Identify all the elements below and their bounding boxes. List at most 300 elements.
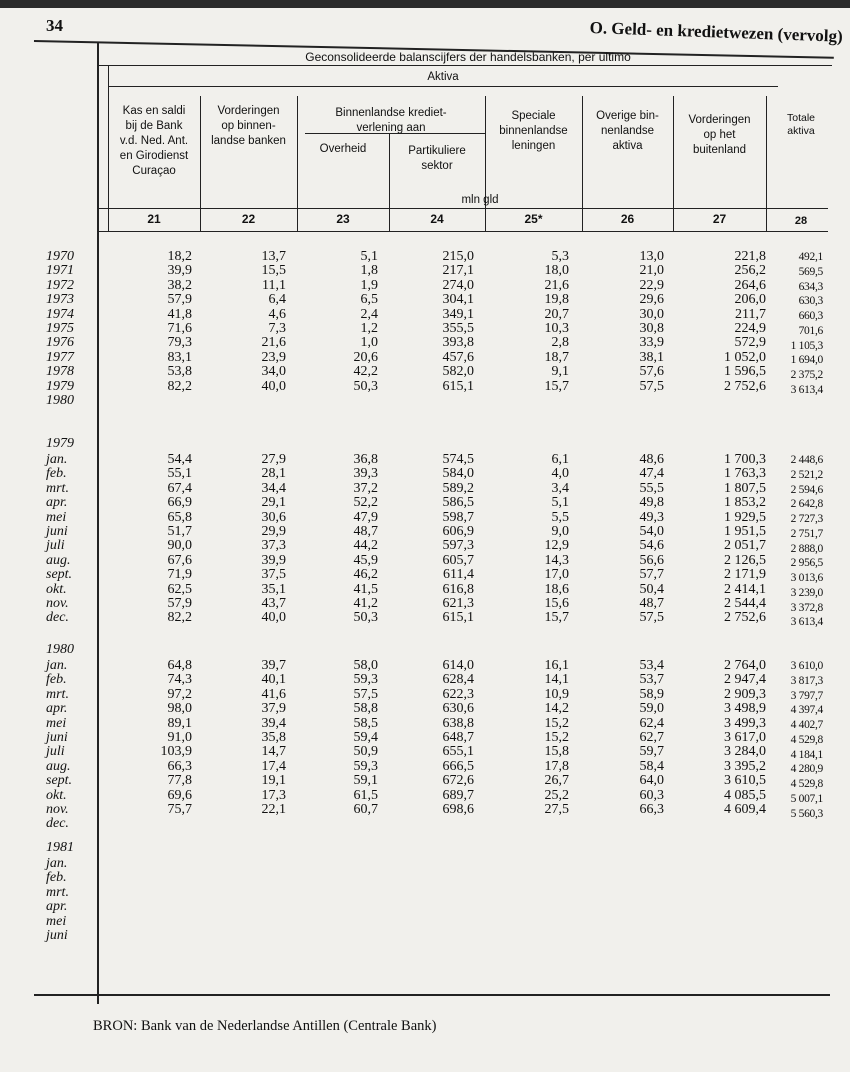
table-cell: 59,1 <box>353 773 378 789</box>
table-cell: 57,6 <box>639 364 664 380</box>
table-cell: 39,4 <box>261 715 286 731</box>
table-cell: 17,0 <box>544 567 569 583</box>
table-cell: 61,5 <box>353 787 378 803</box>
table-cell: 57,5 <box>639 378 664 394</box>
table-cell: 57,9 <box>167 292 192 308</box>
table-cell: 304,1 <box>442 292 474 308</box>
table-cell: 28,1 <box>261 466 286 482</box>
unit-label: mln gld <box>461 194 499 206</box>
table-cell: 53,8 <box>167 364 192 380</box>
table-cell: 4 184,1 <box>790 748 823 761</box>
page-number: 34 <box>46 16 63 35</box>
colnum-24: 24 <box>430 212 444 226</box>
table-cell: 274,0 <box>442 277 474 293</box>
table-cell: 55,1 <box>167 466 192 482</box>
group-heading: 1980 <box>46 642 74 657</box>
table-cell: 38,1 <box>639 349 664 365</box>
table-cell: 2 544,4 <box>724 596 766 611</box>
table-cell: 1 700,3 <box>724 452 766 467</box>
group-heading: 1979 <box>46 436 74 451</box>
row-label: mrt. <box>46 884 69 900</box>
table-cell: 38,2 <box>167 277 192 293</box>
table-cell: 3 617,0 <box>724 730 766 745</box>
table-cell: 40,0 <box>261 378 286 394</box>
table-cell: 39,9 <box>167 263 192 279</box>
table-cell: 586,5 <box>442 495 474 511</box>
table-cell: 60,7 <box>353 802 378 817</box>
table-cell: 69,6 <box>167 787 192 803</box>
table-cell: 9,0 <box>551 524 569 539</box>
row-label: 1977 <box>46 349 74 365</box>
table-cell: 62,7 <box>639 730 664 745</box>
table-cell: 59,4 <box>353 730 378 745</box>
table-cell: 2 752,6 <box>724 378 766 394</box>
table-cell: 65,8 <box>167 509 192 525</box>
table-cell: 5 560,3 <box>790 807 823 820</box>
table-cell: 15,5 <box>261 263 286 279</box>
table-cell: 53,4 <box>639 658 664 673</box>
table-cell: 49,3 <box>639 509 664 525</box>
table-cell: 59,7 <box>639 744 664 760</box>
row-label: mrt. <box>46 686 69 702</box>
table-cell: 43,7 <box>261 596 286 611</box>
table-cell: 2 448,6 <box>790 454 823 466</box>
table-cell: 41,6 <box>261 686 286 702</box>
table-cell: 12,9 <box>544 538 569 554</box>
table-cell: 37,5 <box>261 567 286 583</box>
table-cell: 29,1 <box>261 495 286 511</box>
table-cell: 1 052,0 <box>724 349 766 365</box>
colnum-22: 22 <box>241 212 256 226</box>
colnum-21: 21 <box>147 212 161 226</box>
table-cell: 10,9 <box>544 686 569 702</box>
table-cell: 58,4 <box>639 758 664 774</box>
table-cell: 20,7 <box>544 306 569 322</box>
table-cell: 29,9 <box>261 524 286 539</box>
row-label: mei <box>46 913 67 929</box>
document-page <box>0 8 850 1072</box>
table-cell: 698,6 <box>442 802 474 817</box>
table-cell: 90,0 <box>167 538 192 554</box>
row-label: 1980 <box>46 393 74 408</box>
table-cell: 18,2 <box>167 249 192 264</box>
table-cell: 605,7 <box>442 552 474 568</box>
section-title: O. Geld- en kredietwezen (vervolg) <box>589 18 844 46</box>
row-label: nov. <box>46 596 69 611</box>
table-cell: 64,0 <box>639 773 664 789</box>
row-label: juli <box>46 538 65 554</box>
colnum-27: 27 <box>712 212 727 226</box>
table-cell: 1,0 <box>360 335 378 351</box>
table-cell: 82,2 <box>167 378 192 394</box>
table-cell: 39,9 <box>261 552 286 568</box>
table-cell: 4,0 <box>551 466 569 482</box>
source-note: BRON: Bank van de Nederlandse Antillen (Centrale Bank) <box>93 1018 437 1034</box>
table-cell: 689,7 <box>442 787 474 803</box>
table-cell: 14,3 <box>544 552 569 568</box>
table-cell: 83,1 <box>167 349 192 365</box>
table-cell: 15,2 <box>544 730 569 745</box>
row-label: feb. <box>46 466 67 482</box>
row-label: 1975 <box>46 321 74 336</box>
header-col-22: Vorderingen op binnen- landse banken <box>211 105 286 147</box>
table-cell: 17,8 <box>544 758 569 774</box>
table-cell: 1 105,3 <box>790 339 823 352</box>
table-cell: 3 395,2 <box>724 758 766 774</box>
table-cell: 49,8 <box>639 495 664 511</box>
table-cell: 41,2 <box>353 596 378 611</box>
table-cell: 53,7 <box>639 672 664 688</box>
table-cell: 14,2 <box>544 701 569 717</box>
colnum-28: 28 <box>794 215 808 227</box>
rule-below-title <box>98 65 832 66</box>
table-cell: 1 807,5 <box>724 480 766 496</box>
table-cell: 584,0 <box>442 466 474 482</box>
header-binnenlandse-group: Binnenlandse krediet- verlening aan <box>335 107 447 134</box>
table-cell: 6,5 <box>360 292 378 308</box>
table-cell: 2,8 <box>551 335 569 351</box>
table-cell: 569,5 <box>798 265 823 278</box>
table-cell: 1,9 <box>360 277 378 293</box>
table-cell: 7,3 <box>268 321 286 336</box>
table-cell: 4 085,5 <box>724 787 766 803</box>
table-cell: 16,1 <box>544 658 569 673</box>
table-cell: 22,9 <box>639 277 664 293</box>
table-cell: 615,1 <box>442 610 474 626</box>
table-cell: 2 751,7 <box>790 527 823 540</box>
rule-above-colnums <box>98 208 828 209</box>
table-cell: 21,6 <box>261 335 286 351</box>
table-cell: 18,0 <box>544 263 569 279</box>
sep-27-28 <box>766 96 767 231</box>
table-cell: 22,1 <box>261 802 286 817</box>
row-label: 1972 <box>46 277 74 293</box>
table-cell: 103,9 <box>160 744 192 760</box>
table-cell: 1 694,0 <box>790 354 823 367</box>
table-cell: 48,7 <box>639 596 664 611</box>
table-cell: 3 817,3 <box>790 674 823 687</box>
row-label: okt. <box>46 581 67 597</box>
table-cell: 2 375,2 <box>790 369 823 381</box>
table-cell: 224,9 <box>734 321 766 336</box>
table-cell: 621,3 <box>442 596 474 611</box>
table-cell: 3 372,8 <box>790 601 823 614</box>
table-cell: 47,9 <box>353 509 378 525</box>
group-heading: 1981 <box>46 840 74 855</box>
table-cell: 2 521,2 <box>790 468 823 481</box>
table-cell: 17,3 <box>261 787 286 803</box>
row-label: mrt. <box>46 480 69 496</box>
table-cell: 35,8 <box>261 730 286 745</box>
row-label: juni <box>46 730 68 745</box>
table-cell: 66,3 <box>167 758 192 774</box>
table-cell: 1 929,5 <box>724 509 766 525</box>
table-cell: 4 529,8 <box>790 733 823 746</box>
table-cell: 1 951,5 <box>724 524 766 539</box>
table-cell: 34,0 <box>261 364 286 380</box>
row-label: apr. <box>46 495 68 511</box>
table-cell: 71,6 <box>167 321 192 336</box>
table-cell: 655,1 <box>442 744 474 760</box>
table-cell: 3 610,5 <box>724 773 766 789</box>
table-cell: 67,4 <box>167 480 192 496</box>
row-label: apr. <box>46 899 68 915</box>
table-cell: 457,6 <box>442 349 474 365</box>
row-label: mei <box>46 715 67 731</box>
table-cell: 5,1 <box>360 249 378 264</box>
table-cell: 48,7 <box>353 524 378 539</box>
table-cell: 2 909,3 <box>724 686 766 702</box>
table-cell: 58,5 <box>353 715 378 731</box>
row-label: juni <box>46 928 68 943</box>
header-col-23: Overheid <box>319 143 367 155</box>
header-col-26: Overige bin- nenlandse aktiva <box>596 110 659 152</box>
table-cell: 30,0 <box>639 306 664 322</box>
table-cell: 14,7 <box>261 744 286 760</box>
header-col-24: Partikuliere sektor <box>408 145 466 172</box>
table-cell: 582,0 <box>442 364 474 380</box>
rule-below-aktiva <box>108 86 778 87</box>
table-cell: 574,5 <box>442 452 474 467</box>
table-cell: 17,4 <box>261 758 286 774</box>
row-label: jan. <box>46 658 68 673</box>
table-cell: 27,9 <box>261 452 286 467</box>
table-cell: 62,4 <box>639 715 664 731</box>
table-cell: 3 239,0 <box>790 586 823 599</box>
header-col-25: Speciale binnenlandse leningen <box>499 110 568 152</box>
table-cell: 6,4 <box>268 292 286 308</box>
table-cell: 256,2 <box>734 263 766 279</box>
table-cell: 206,0 <box>734 292 766 308</box>
table-cell: 57,5 <box>353 686 378 702</box>
table-cell: 648,7 <box>442 730 474 745</box>
table-cell: 59,3 <box>353 672 378 688</box>
table-cell: 4,6 <box>268 306 286 322</box>
row-label: 1973 <box>46 292 74 308</box>
table-cell: 54,6 <box>639 538 664 554</box>
aktiva-label: Aktiva <box>427 71 459 83</box>
table-cell: 18,7 <box>544 349 569 365</box>
table-cell: 634,3 <box>798 280 823 293</box>
table-cell: 572,9 <box>734 335 766 351</box>
table-cell: 2 414,1 <box>724 581 766 597</box>
table-cell: 50,3 <box>353 378 378 394</box>
table-cell: 27,5 <box>544 802 569 817</box>
table-cell: 59,0 <box>639 701 664 717</box>
table-cell: 98,0 <box>167 701 192 717</box>
table-cell: 14,1 <box>544 672 569 688</box>
table-cell: 217,1 <box>442 263 474 279</box>
table-cell: 15,7 <box>544 378 569 394</box>
table-cell: 611,4 <box>443 567 474 583</box>
table-cell: 79,3 <box>167 335 192 351</box>
table-cell: 4 397,4 <box>790 704 823 717</box>
table-cell: 2 888,0 <box>790 542 823 555</box>
table-cell: 71,9 <box>167 567 192 583</box>
header-col-27: Vorderingen op het buitenland <box>688 114 751 156</box>
table-cell: 2 126,5 <box>724 552 766 568</box>
table-cell: 54,4 <box>167 452 192 467</box>
table-cell: 264,6 <box>734 277 766 293</box>
table-cell: 41,8 <box>167 306 192 322</box>
table-cell: 5 007,1 <box>790 792 823 805</box>
table-cell: 701,6 <box>798 324 823 337</box>
table-cell: 589,2 <box>442 480 474 496</box>
table-cell: 62,5 <box>167 581 192 597</box>
table-cell: 5,1 <box>551 495 569 511</box>
row-label: dec. <box>46 610 69 626</box>
row-label: nov. <box>46 802 69 817</box>
table-cell: 349,1 <box>442 306 474 322</box>
table-cell: 19,1 <box>261 773 286 789</box>
table-cell: 606,9 <box>442 524 474 539</box>
table-cell: 52,2 <box>353 495 378 511</box>
row-label: 1976 <box>46 335 74 351</box>
row-label: apr. <box>46 701 68 717</box>
table-cell: 2 947,4 <box>724 672 766 688</box>
table-cell: 64,8 <box>167 658 192 673</box>
table-cell: 58,9 <box>639 686 664 702</box>
table-cell: 3 499,3 <box>724 715 766 731</box>
table-cell: 57,9 <box>167 596 192 611</box>
table-cell: 56,6 <box>639 552 664 568</box>
table-cell: 58,8 <box>353 701 378 717</box>
row-label: feb. <box>46 870 67 886</box>
table-cell: 2 764,0 <box>724 658 766 673</box>
table-cell: 50,3 <box>353 610 378 626</box>
table-cell: 60,3 <box>639 787 664 803</box>
rule-below-colnums <box>98 231 828 232</box>
table-cell: 44,2 <box>353 538 378 554</box>
row-label: 1978 <box>46 364 74 380</box>
table-cell: 3 610,0 <box>790 660 823 672</box>
header-col-21: Kas en saldi bij de Bank v.d. Ned. Ant. en Girodienst Curaçao <box>119 105 189 177</box>
table-cell: 4 402,7 <box>790 719 823 731</box>
table-cell: 660,3 <box>798 310 823 322</box>
table-cell: 50,9 <box>353 744 378 760</box>
table-cell: 1 763,3 <box>724 466 766 482</box>
header-col-28: Totale aktiva <box>786 112 816 137</box>
table-cell: 630,3 <box>798 295 823 308</box>
table-cell: 622,3 <box>442 686 474 702</box>
table-cell: 45,9 <box>353 552 378 568</box>
table-cell: 89,1 <box>167 715 192 731</box>
table-cell: 20,6 <box>353 349 378 365</box>
table-cell: 215,0 <box>442 249 474 264</box>
table-cell: 355,5 <box>442 321 474 336</box>
table-cell: 37,9 <box>261 701 286 717</box>
row-label: 1974 <box>46 306 74 322</box>
table-cell: 19,8 <box>544 292 569 308</box>
table-cell: 57,7 <box>639 567 664 583</box>
table-cell: 2,4 <box>360 306 378 322</box>
row-label: okt. <box>46 787 67 803</box>
table-cell: 4 529,8 <box>790 778 823 790</box>
table-cell: 5,5 <box>551 509 569 525</box>
table-cell: 598,7 <box>442 509 474 525</box>
table-cell: 39,3 <box>353 466 378 482</box>
table-cell: 15,8 <box>544 744 569 760</box>
table-cell: 21,6 <box>544 277 569 293</box>
table-cell: 37,3 <box>261 538 286 554</box>
table-cell: 36,8 <box>353 452 378 467</box>
table-cell: 66,9 <box>167 495 192 511</box>
table-cell: 26,7 <box>544 773 569 789</box>
table-cell: 46,2 <box>353 567 378 583</box>
table-cell: 10,3 <box>544 321 569 336</box>
table-cell: 33,9 <box>639 335 664 351</box>
row-label: jan. <box>46 452 68 467</box>
table-cell: 9,1 <box>551 364 569 380</box>
table-cell: 41,5 <box>353 581 378 597</box>
table-cell: 50,4 <box>639 581 664 597</box>
table-cell: 672,6 <box>442 773 474 789</box>
table-cell: 1,2 <box>360 321 378 336</box>
table-bottom-rule <box>34 994 830 996</box>
table-cell: 67,6 <box>167 552 192 568</box>
table-cell: 2 642,8 <box>790 498 823 511</box>
table-cell: 42,2 <box>353 364 378 380</box>
table-cell: 3 797,7 <box>790 689 823 702</box>
row-label: sept. <box>46 567 73 583</box>
table-cell: 2 956,5 <box>790 557 823 570</box>
table-cell: 2 752,6 <box>724 610 766 626</box>
table-cell: 37,2 <box>353 480 378 496</box>
table-cell: 5,3 <box>551 249 569 264</box>
table-cell: 47,4 <box>639 466 664 482</box>
table-cell: 638,8 <box>442 715 474 731</box>
table-cell: 40,0 <box>261 610 286 626</box>
table-cell: 211,7 <box>735 306 766 322</box>
table-cell: 1,8 <box>360 263 378 279</box>
table-cell: 91,0 <box>167 730 192 745</box>
table-cell: 25,2 <box>544 787 569 803</box>
table-cell: 15,7 <box>544 610 569 626</box>
table-cell: 2 594,6 <box>790 483 823 496</box>
table-cell: 615,1 <box>442 378 474 394</box>
table-cell: 11,1 <box>262 277 286 293</box>
table-cell: 616,8 <box>442 581 474 597</box>
row-label: 1971 <box>46 263 74 279</box>
table-cell: 630,6 <box>442 701 474 717</box>
table-cell: 628,4 <box>442 672 474 688</box>
row-label: aug. <box>46 758 71 774</box>
row-label: juni <box>46 524 68 539</box>
table-cell: 3 498,9 <box>724 701 766 717</box>
table-cell: 74,3 <box>167 672 192 688</box>
table-cell: 597,3 <box>442 538 474 554</box>
row-label: mei <box>46 509 67 525</box>
table-cell: 21,0 <box>639 263 664 279</box>
table-cell: 4 609,4 <box>724 802 766 817</box>
table-cell: 15,6 <box>544 596 569 611</box>
table-cell: 66,3 <box>639 802 664 817</box>
colnum-26: 26 <box>620 212 635 226</box>
row-label: aug. <box>46 552 71 568</box>
table-cell: 666,5 <box>442 758 474 774</box>
table-cell: 30,6 <box>261 509 286 525</box>
table-cell: 3 284,0 <box>724 744 766 760</box>
row-label: 1979 <box>46 378 74 394</box>
table-cell: 30,8 <box>639 321 664 336</box>
colnum-25: 25* <box>524 212 543 226</box>
table-cell: 614,0 <box>442 658 474 673</box>
row-label: 1970 <box>46 249 74 264</box>
table-cell: 3 613,4 <box>790 383 823 396</box>
row-label: juli <box>46 744 65 760</box>
table-cell: 40,1 <box>261 672 286 688</box>
table-cell: 34,4 <box>261 480 286 496</box>
